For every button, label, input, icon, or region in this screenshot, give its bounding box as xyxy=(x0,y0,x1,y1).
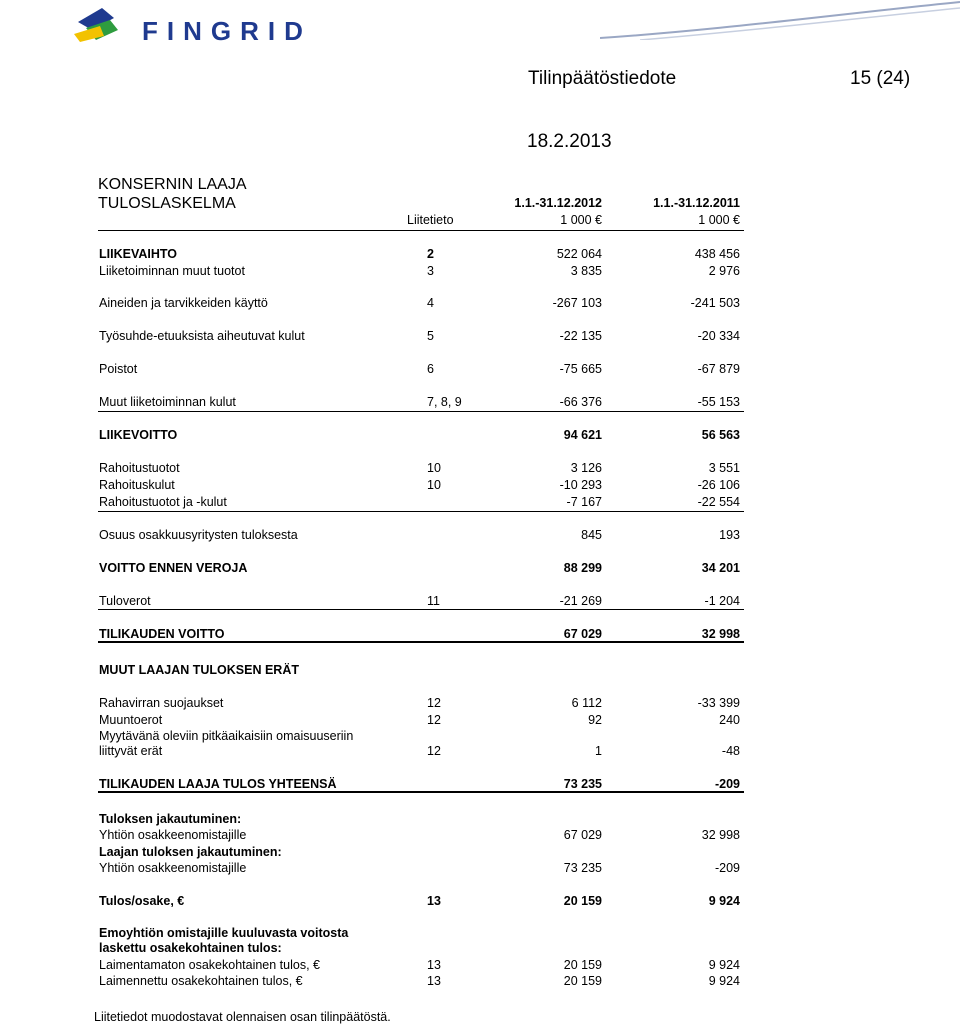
footer-note: Liitetiedot muodostavat olennaisen osan tilinpäätöstä. xyxy=(94,1010,391,1024)
table-row xyxy=(0,561,960,577)
table-row xyxy=(0,744,960,760)
row-label: TILIKAUDEN LAAJA TULOS YHTEENSÄ xyxy=(99,777,337,791)
row-value-2012: -22 135 xyxy=(559,329,602,343)
row-label: VOITTO ENNEN VEROJA xyxy=(99,561,248,575)
row-value-2011: -241 503 xyxy=(690,296,740,310)
row-label: Rahoitustuotot ja -kulut xyxy=(99,495,227,509)
header-swoosh xyxy=(600,0,960,40)
row-note: 5 xyxy=(427,329,434,343)
row-value-2011: -20 334 xyxy=(697,329,740,343)
logo-wordmark: FINGRID xyxy=(142,16,312,46)
table-row xyxy=(0,428,960,444)
row-label: Myytävänä oleviin pitkäaikaisiin omaisuuseriin xyxy=(99,729,354,743)
row-label: Laimentamaton osakekohtainen tulos, € xyxy=(99,958,320,972)
table-rule xyxy=(98,791,744,793)
row-label: Tuloksen jakautuminen: xyxy=(99,812,242,826)
row-note: 12 xyxy=(427,744,441,758)
row-value-2012: 67 029 xyxy=(563,828,602,842)
table-rule xyxy=(98,641,744,643)
row-value-2011: 9 924 xyxy=(708,974,740,988)
row-note: 2 xyxy=(427,247,434,261)
row-value-2012: 94 621 xyxy=(563,428,602,442)
row-value-2011: 56 563 xyxy=(701,428,740,442)
row-value-2011: 32 998 xyxy=(701,828,740,842)
col-2011-unit: 1 000 € xyxy=(698,213,740,227)
row-value-2012: -75 665 xyxy=(559,362,602,376)
row-note: 4 xyxy=(427,296,434,310)
row-value-2012: -7 167 xyxy=(566,495,602,509)
row-value-2011: -209 xyxy=(714,777,740,791)
table-row xyxy=(0,264,960,280)
table-rule xyxy=(98,609,744,610)
table-row xyxy=(0,362,960,378)
row-label: Muut liiketoiminnan kulut xyxy=(99,395,236,409)
row-label: MUUT LAAJAN TULOKSEN ERÄT xyxy=(99,663,299,677)
row-value-2011: -1 204 xyxy=(704,594,740,608)
row-label: Rahavirran suojaukset xyxy=(99,696,224,710)
table-row xyxy=(0,663,960,679)
row-value-2011: -48 xyxy=(721,744,740,758)
row-value-2012: -66 376 xyxy=(559,395,602,409)
row-note: 13 xyxy=(427,894,441,908)
table-row xyxy=(0,828,960,844)
row-value-2011: 32 998 xyxy=(701,627,740,641)
row-value-2012: 3 835 xyxy=(570,264,602,278)
row-value-2012: 73 235 xyxy=(563,861,602,875)
table-row xyxy=(0,861,960,877)
row-label: Laimennettu osakekohtainen tulos, € xyxy=(99,974,303,988)
row-note: 13 xyxy=(427,958,441,972)
row-value-2012: 73 235 xyxy=(563,777,602,791)
col-2011-period: 1.1.-31.12.2011 xyxy=(653,196,740,210)
table-row xyxy=(0,812,960,828)
row-note: 12 xyxy=(427,713,441,727)
row-label: Yhtiön osakkeenomistajille xyxy=(99,828,247,842)
row-value-2012: -21 269 xyxy=(559,594,602,608)
row-label: Osuus osakkuusyritysten tuloksesta xyxy=(99,528,298,542)
row-label: liittyvät erät xyxy=(99,744,163,758)
row-value-2012: 20 159 xyxy=(563,974,602,988)
row-note: 13 xyxy=(427,974,441,988)
row-value-2011: -55 153 xyxy=(697,395,740,409)
table-row xyxy=(0,958,960,974)
row-value-2012: 522 064 xyxy=(556,247,602,261)
row-value-2012: 20 159 xyxy=(563,894,602,908)
table-row xyxy=(0,974,960,990)
row-value-2012: 845 xyxy=(581,528,602,542)
table-rule xyxy=(98,511,744,512)
row-value-2011: -22 554 xyxy=(697,495,740,509)
row-value-2011: 34 201 xyxy=(701,561,740,575)
statement-title xyxy=(98,175,246,213)
row-value-2012: 67 029 xyxy=(563,627,602,641)
row-label: Tulos/osake, € xyxy=(99,894,185,908)
row-label: LIIKEVAIHTO xyxy=(99,247,178,261)
row-label: Rahoitustuotot xyxy=(99,461,180,475)
table-row xyxy=(0,478,960,494)
table-row xyxy=(0,729,960,745)
row-value-2012: 6 112 xyxy=(571,696,602,710)
note-column-header: Liitetieto xyxy=(407,213,454,227)
row-value-2011: 193 xyxy=(719,528,740,542)
row-value-2012: 1 xyxy=(595,744,602,758)
table-row xyxy=(0,845,960,861)
table-row xyxy=(0,247,960,263)
row-label: TILIKAUDEN VOITTO xyxy=(99,627,225,641)
row-value-2011: 9 924 xyxy=(708,958,740,972)
row-value-2012: -10 293 xyxy=(559,478,602,492)
row-value-2012: -267 103 xyxy=(552,296,602,310)
row-value-2012: 88 299 xyxy=(563,561,602,575)
table-row xyxy=(0,296,960,312)
row-label: Aineiden ja tarvikkeiden käyttö xyxy=(99,296,268,310)
table-row xyxy=(0,894,960,910)
row-note: 12 xyxy=(427,696,441,710)
row-value-2011: -33 399 xyxy=(697,696,740,710)
table-row xyxy=(0,329,960,345)
statement-title-line1: KONSERNIN LAAJA xyxy=(98,176,247,193)
table-row xyxy=(0,461,960,477)
row-value-2011: 438 456 xyxy=(694,247,740,261)
document-title: Tilinpäätöstiedote xyxy=(528,68,677,89)
page-number: 15 (24) xyxy=(850,68,911,89)
row-note: 6 xyxy=(427,362,434,376)
table-row xyxy=(0,395,960,411)
table-row xyxy=(0,941,960,957)
row-note: 3 xyxy=(427,264,434,278)
row-value-2012: 3 126 xyxy=(570,461,602,475)
table-row xyxy=(0,495,960,511)
row-label: laskettu osakekohtainen tulos: xyxy=(99,941,282,955)
table-row xyxy=(0,528,960,544)
col-2012-period: 1.1.-31.12.2012 xyxy=(514,196,602,210)
row-value-2011: 3 551 xyxy=(708,461,740,475)
table-row xyxy=(0,926,960,942)
col-2012-unit: 1 000 € xyxy=(560,213,602,227)
row-note: 7, 8, 9 xyxy=(427,395,462,409)
row-label: Poistot xyxy=(99,362,138,376)
row-note: 11 xyxy=(427,594,440,608)
row-label: Emoyhtiön omistajille kuuluvasta voitosta xyxy=(99,926,349,940)
row-value-2011: -26 106 xyxy=(697,478,740,492)
row-label: Rahoituskulut xyxy=(99,478,175,492)
table-row xyxy=(0,696,960,712)
row-value-2011: 2 976 xyxy=(708,264,740,278)
header-rule xyxy=(98,230,744,231)
table-row xyxy=(0,713,960,729)
row-value-2011: 9 924 xyxy=(708,894,740,908)
row-value-2012: 20 159 xyxy=(563,958,602,972)
row-value-2011: -209 xyxy=(714,861,740,875)
table-rule xyxy=(98,411,744,412)
row-label: Liiketoiminnan muut tuotot xyxy=(99,264,245,278)
document-date: 18.2.2013 xyxy=(527,131,612,152)
row-label: Yhtiön osakkeenomistajille xyxy=(99,861,247,875)
row-label: Muuntoerot xyxy=(99,713,163,727)
statement-title-line2: TULOSLASKELMA xyxy=(98,195,236,212)
row-note: 10 xyxy=(427,478,441,492)
row-note: 10 xyxy=(427,461,441,475)
row-value-2011: 240 xyxy=(719,713,740,727)
row-label: LIIKEVOITTO xyxy=(99,428,178,442)
table-row xyxy=(0,594,960,610)
row-value-2012: 92 xyxy=(588,713,602,727)
row-label: Tuloverot xyxy=(99,594,151,608)
row-label: Laajan tuloksen jakautuminen: xyxy=(99,845,282,859)
row-value-2011: -67 879 xyxy=(697,362,740,376)
row-label: Työsuhde-etuuksista aiheutuvat kulut xyxy=(99,329,305,343)
